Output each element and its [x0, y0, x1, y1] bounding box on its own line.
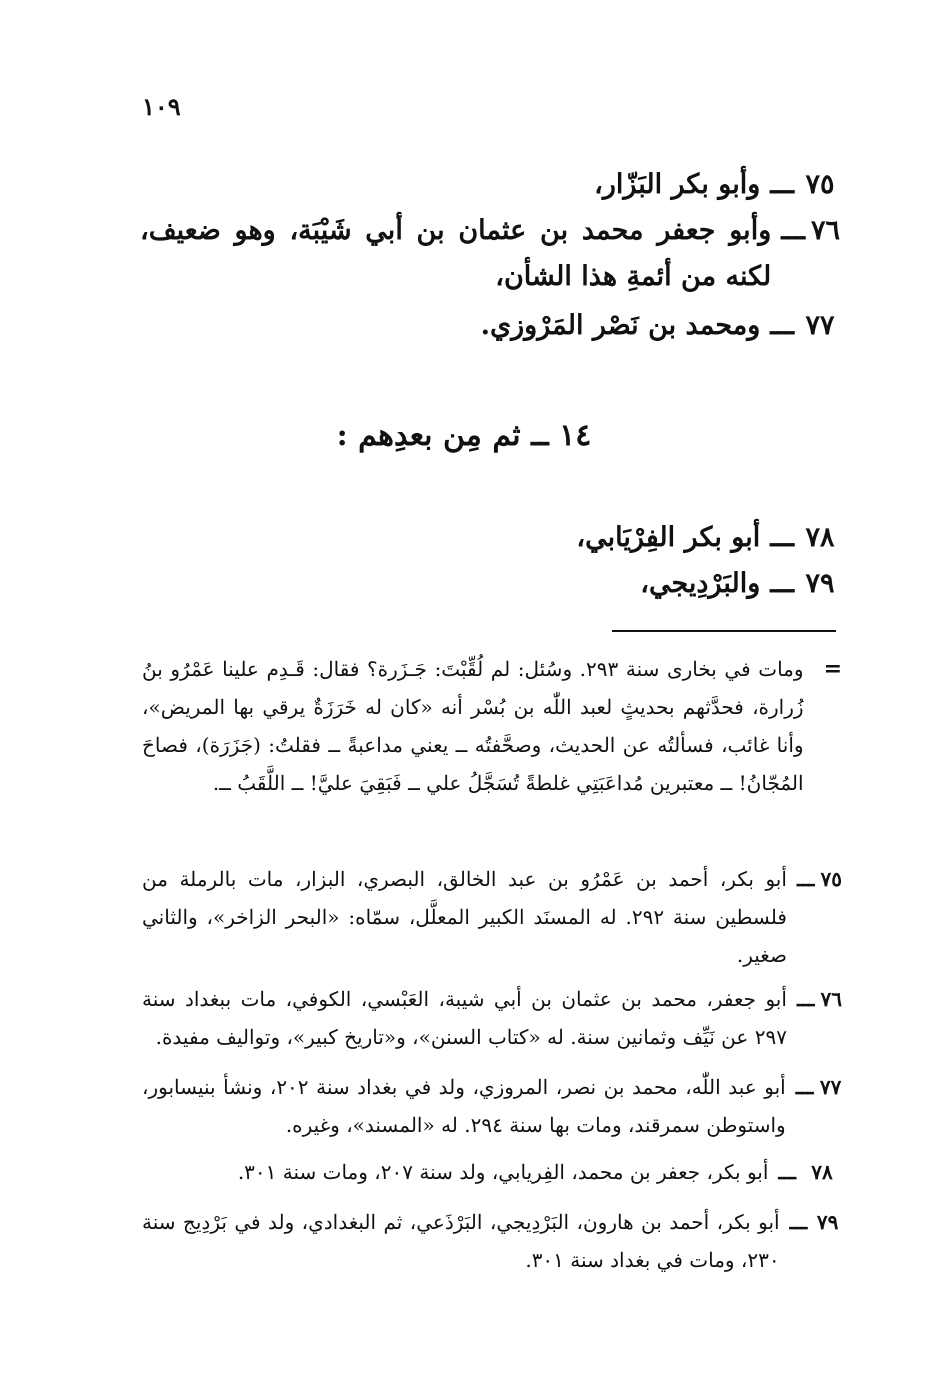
entry-text: أبو بكر الفِرْيَابي،	[576, 522, 761, 553]
entry-number: ٧٧	[805, 310, 835, 341]
footnote-75	[142, 860, 842, 974]
footnote-79	[142, 1203, 842, 1279]
continuation-marker: =	[823, 656, 842, 682]
entry-text: ومحمد بن نَصْر المَرْوزي.	[480, 310, 761, 341]
entry-number: ٧٦	[810, 215, 840, 246]
footnote-text: أبو بكر، جعفر بن محمد، الفِريابي، ولد سنة ٢٠٧، ومات سنة ٣٠١.	[237, 1160, 769, 1184]
entry-dash: ـــ	[770, 169, 794, 200]
footnote-dash: ـــ	[789, 1210, 808, 1234]
entry-number: ٧٩	[805, 568, 835, 599]
footnote-77	[142, 1068, 842, 1144]
footnote-number: ٧٨	[811, 1160, 833, 1184]
section-heading: ١٤ ــ ثم مِن بعدِهم :	[336, 418, 592, 453]
entry-text: وأبو جعفر محمد بن عثمان بن أبي شَيْبَة، وهو ضعيف، لكنه من أئمةِ هذا الشأن،	[140, 215, 772, 292]
footnote-continuation	[142, 650, 842, 802]
footnote-number: ٧٦	[820, 987, 842, 1011]
entry-number: ٧٥	[805, 169, 835, 200]
footnote-text: أبو بكر، أحمد بن عَمْرُو بن عبد الخالق، البصري، البزار، مات بالرملة من فلسطين سنة ٢٩٢. له المسنَد الكبير المعلَّل، سمّاه: «البحر الزاخر»، والثاني صغير.	[142, 867, 787, 967]
entry-text: وأبو بكر البَزّار،	[594, 169, 761, 200]
section-entry-79	[140, 561, 840, 607]
footnote-dash: ـــ	[795, 1075, 814, 1099]
footnote-dash: ـــ	[778, 1160, 796, 1184]
footnote-dash: ـــ	[796, 867, 815, 891]
entry-dash: ـــ	[781, 215, 805, 246]
section-entry-78	[140, 515, 840, 561]
footnote-number: ٧٥	[820, 867, 842, 891]
entry-text: والبَرْدِيجي،	[640, 568, 761, 599]
entry-dash: ـــ	[770, 522, 794, 553]
footnote-78	[142, 1153, 842, 1191]
main-entry-75	[140, 162, 840, 208]
main-entry-76	[140, 208, 840, 300]
page-number: ١٠٩	[142, 92, 181, 121]
footnote-dash: ـــ	[796, 987, 815, 1011]
footnote-text: أبو جعفر، محمد بن عثمان بن أبي شيبة، العَبْسي، الكوفي، مات ببغداد سنة ٢٩٧ عن نَيِّف وثمانين سنة. له «كتاب السنن»، و«تاريخ كبير»، وتواليف مفيدة.	[142, 987, 787, 1049]
footnote-text: أبو بكر، أحمد بن هارون، البَرْدِيجي، البَرْذَعي، ثم البغدادي، ولد في بَرْدِيج سنة ٢٣٠، ومات في بغداد سنة ٣٠١.	[142, 1210, 780, 1272]
footnote-76	[142, 980, 842, 1056]
main-entry-77	[140, 303, 840, 349]
entry-dash: ـــ	[770, 310, 794, 341]
entry-dash: ـــ	[770, 568, 794, 599]
footnote-text: ومات في بخارى سنة ٢٩٣. وسُئل: لم لُقِّبْتَ: جَـزَرة؟ فقال: قَـدِم علينا عَمْرُو بنُ زُرارة، فحدَّثهم بحديثٍ لعبد اللّٰه بن بُسْر أنه «كان له خَرَزَةٌ يرقي بها المريض»، وأنا غائب، فسألتُه عن الحديث، وصحَّفتُه ــ يعني مداعبةً ــ فقلتُ: (جَزَرَة)، فصاحَ المُجّانُ! ــ معتبرين مُداعَبَتِي غلطةً تُسَجَّلُ علي ــ فَبَقِيَ عليَّ! ــ اللَّقَبُ ــ.	[142, 657, 804, 795]
footnote-text: أبو عبد اللّٰه، محمد بن نصر، المروزي، ولد في بغداد سنة ٢٠٢، ونشأ بنيسابور، واستوطن سمرقند، ومات بها سنة ٢٩٤. له «المسند»، وغيره.	[142, 1075, 786, 1137]
entry-number: ٧٨	[805, 522, 835, 553]
footnote-number: ٧٩	[816, 1210, 839, 1234]
footnote-separator	[612, 630, 836, 632]
footnote-number: ٧٧	[819, 1075, 842, 1099]
